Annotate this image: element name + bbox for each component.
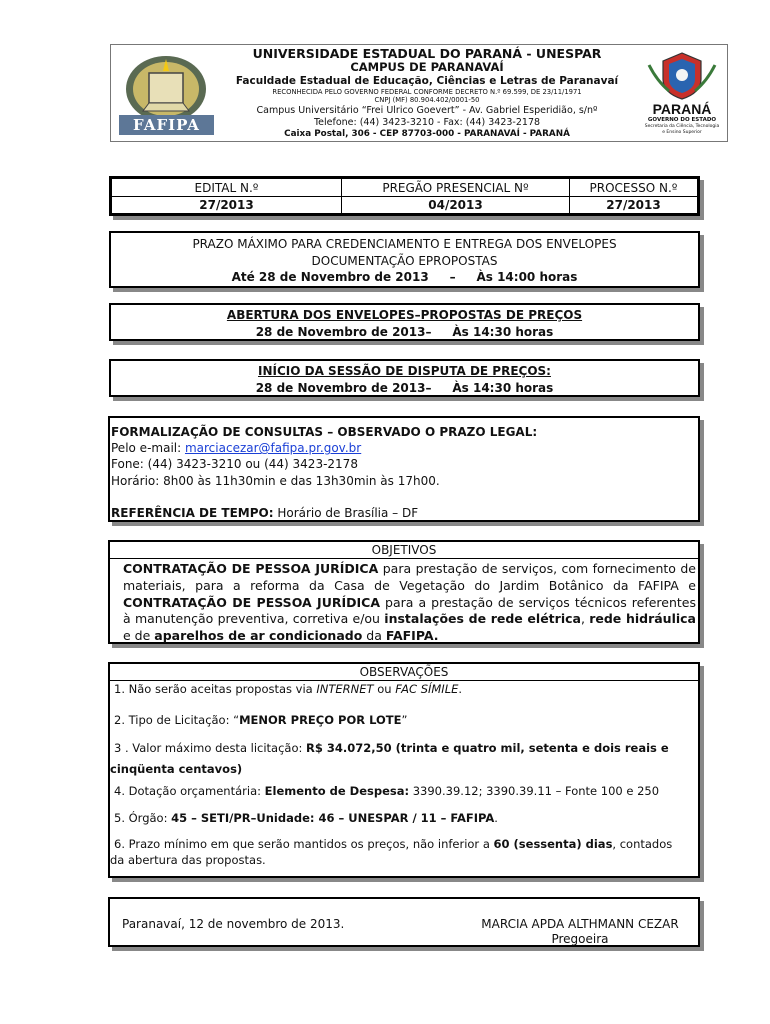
- observations-box: [108, 662, 700, 878]
- place-date: Paranavaí, 12 de novembro de 2013.: [122, 917, 345, 931]
- recognition-decree: RECONHECIDA PELO GOVERNO FEDERAL CONFORME DECRETO N.º 69.599, DE 23/11/1971: [272, 88, 582, 96]
- parana-government-logo: [641, 51, 723, 137]
- time-reference: REFERÊNCIA DE TEMPO: Horário de Brasília – DF: [111, 505, 419, 520]
- deadline-box: [109, 231, 700, 288]
- parana-logo-sub3: e Ensino Superior: [662, 130, 702, 135]
- deadline-line1: PRAZO MÁXIMO PARA CREDENCIAMENTO E ENTREGA DOS ENVELOPES: [192, 237, 617, 251]
- consultation-email-line: Pelo e-mail: marciacezar@fafipa.pr.gov.br: [111, 441, 362, 456]
- consultation-hours: Horário: 8h00 às 11h30min e das 13h30min às 17h00.: [111, 473, 440, 488]
- signer-name: MARCIA APDA ALTHMANN CEZAR: [481, 917, 679, 931]
- deadline-date: Até 28 de Novembro de 2013 – Às 14:00 horas: [231, 270, 578, 284]
- parana-logo-sub1: GOVERNO DO ESTADO: [647, 117, 717, 123]
- observation-item-6-cont: da abertura das propostas.: [110, 853, 266, 867]
- postal-address: Caixa Postal, 306 - CEP 87703-000 - PARANAVAÍ - PARANÁ: [284, 129, 570, 139]
- observation-item-2: 2. Tipo de Licitação: “MENOR PREÇO POR LOTE”: [114, 713, 408, 727]
- consultation-title: FORMALIZAÇÃO DE CONSULTAS – OBSERVADO O PRAZO LEGAL:: [111, 425, 538, 439]
- observation-item-6: 6. Prazo mínimo em que serão mantidos os preços, não inferior a 60 (sessenta) dias, contados: [114, 837, 673, 851]
- edital-table: [109, 176, 700, 216]
- processo-header: PROCESSO N.º: [570, 179, 698, 197]
- objectives-text: CONTRATAÇÃO DE PESSOA JURÍDICA para prestação de serviços, com fornecimento de materiais, para a reforma da Casa de Vegetação do Jardim Botânico da FAFIPA e CONTRATAÇÃO DE PESSOA JURÍDICA para a prestação de serviços técnicos referentes à manutenção preventiva, corretiva e/ou instalações de rede elétrica, rede hidráulica e de aparelhos de ar condicionado da FAFIPA.: [123, 561, 696, 644]
- signature-box: [108, 897, 700, 947]
- signature-block: [470, 917, 690, 947]
- faculty-name: Faculdade Estadual de Educação, Ciências e Letras de Paranavaí: [235, 75, 619, 87]
- objectives-title: OBJETIVOS: [110, 542, 698, 559]
- signer-role: Pregoeira: [551, 932, 609, 946]
- pregao-number: 04/2013: [342, 197, 570, 214]
- fafipa-logo: [119, 51, 214, 137]
- pregao-header: PREGÃO PRESENCIAL Nº: [342, 179, 570, 197]
- session-start-box: [109, 359, 700, 397]
- fafipa-logo-text: FAFIPA: [133, 116, 200, 134]
- campus-name: CAMPUS DE PARANAVAÍ: [350, 60, 504, 74]
- observation-item-5: 5. Órgão: 45 – SETI/PR–Unidade: 46 – UNESPAR / 11 – FAFIPA.: [114, 811, 498, 825]
- address: Campus Universitário “Frei Ulrico Goevert” - Av. Gabriel Esperidião, s/nº: [256, 105, 598, 116]
- session-start-title: INÍCIO DA SESSÃO DE DISPUTA DE PREÇOS:: [258, 364, 551, 378]
- letterhead-text: [215, 45, 639, 141]
- edital-header: EDITAL N.º: [112, 179, 342, 197]
- objectives-box: [108, 540, 700, 644]
- letterhead: [110, 44, 728, 142]
- session-start-date: 28 de Novembro de 2013– Às 14:30 horas: [255, 380, 554, 395]
- processo-number: 27/2013: [570, 197, 698, 214]
- observation-item-3: 3 . Valor máximo desta licitação: R$ 34.072,50 (trinta e quatro mil, setenta e dois reais e: [114, 741, 669, 755]
- envelope-opening-date: 28 de Novembro de 2013– Às 14:30 horas: [255, 324, 554, 339]
- envelope-opening-box: [109, 303, 700, 341]
- parana-coat-of-arms-icon: [641, 51, 723, 101]
- consultation-phone: Fone: (44) 3423-3210 ou (44) 3423-2178: [111, 457, 358, 472]
- observation-item-3-cont: cinqüenta centavos): [110, 762, 243, 776]
- parana-logo-title: PARANÁ: [652, 101, 712, 117]
- observation-item-4: 4. Dotação orçamentária: Elemento de Despesa: 3390.39.12; 3390.39.11 – Fonte 100 e 250: [114, 784, 660, 798]
- deadline-line2: DOCUMENTAÇÃO EPROPOSTAS: [311, 253, 498, 268]
- phone-fax: Telefone: (44) 3423-3210 - Fax: (44) 3423-2178: [313, 117, 541, 128]
- observations-title: OBSERVAÇÕES: [110, 664, 698, 681]
- consultation-box: [108, 416, 700, 522]
- parana-logo-sub2: Secretaria da Ciência, Tecnologia: [644, 124, 720, 129]
- cnpj: CNPJ (MF) 80.904.402/0001-50: [374, 96, 480, 104]
- university-name: UNIVERSIDADE ESTADUAL DO PARANÁ - UNESPAR: [252, 46, 602, 61]
- edital-number: 27/2013: [112, 197, 342, 214]
- observation-item-1: 1. Não serão aceitas propostas via INTERNET ou FAC SÍMILE.: [114, 682, 463, 696]
- envelope-opening-title: ABERTURA DOS ENVELOPES–PROPOSTAS DE PREÇOS: [226, 308, 583, 322]
- consultation-email-link[interactable]: marciacezar@fafipa.pr.gov.br: [184, 441, 362, 456]
